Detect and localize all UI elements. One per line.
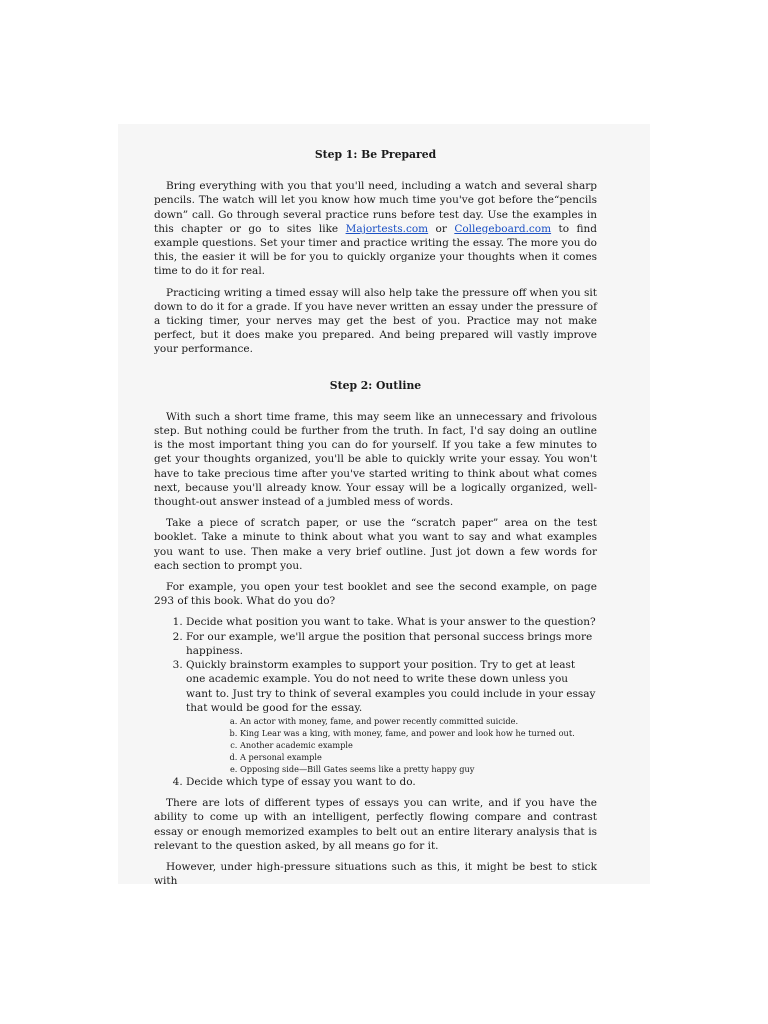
step2-heading: Step 2: Outline bbox=[329, 378, 422, 392]
step1-p1-text-a: Bring everything with you that you'll need, including a watch and several sharp pencils. The watch will let you know how much time you've got before the“pencils down” call. Go through several practice runs before test day. Use the examples in this chapter or go to sites like bbox=[154, 180, 597, 235]
sublist-item: b. King Lear was a king, with money, fame, and power and look how he turned out. bbox=[240, 727, 597, 739]
document-page bbox=[118, 124, 650, 888]
list-item: 1. Decide what position you want to take. What is your answer to the question? bbox=[186, 615, 597, 629]
step2-paragraph-2: Take a piece of scratch paper, or use the “scratch paper” area on the test booklet. Take a minute to think about what you want to say and what examples you want to use. Then make a very brief outline. Just jot down a few words for each section to prompt you. bbox=[154, 517, 597, 572]
sublist-item: a. An actor with money, fame, and power recently committed suicide. bbox=[240, 715, 597, 727]
step1-p1-text-b: or bbox=[428, 222, 455, 235]
sublist-item: e. Opposing side—Bill Gates seems like a pretty happy guy bbox=[240, 763, 597, 775]
step1-paragraph-1 bbox=[154, 179, 597, 278]
step1-heading: Step 1: Be Prepared bbox=[314, 148, 437, 161]
page-content bbox=[154, 148, 597, 895]
list-item-text: Quickly brainstorm examples to support your position. Try to get at least one academic example. You do not need to write these down unless you want to. Just try to think of several examples you could include in your essay that would be good for the essay. bbox=[186, 659, 596, 714]
outline-steps-list bbox=[154, 615, 597, 789]
step2-paragraph-3: For example, you open your test booklet and see the second example, on page 293 of this book. What do you do? bbox=[154, 581, 597, 608]
sublist-item: d. A personal example bbox=[240, 751, 597, 763]
list-item: 2. For our example, we'll argue the position that personal success brings more happiness. bbox=[186, 630, 597, 658]
collegeboard-link[interactable]: Collegeboard.com bbox=[454, 222, 552, 235]
sublist-item: c. Another academic example bbox=[240, 739, 597, 751]
step2-paragraph-4: There are lots of different types of essays you can write, and if you have the ability to come up with an intelligent, perfectly flowing compare and contrast essay or enough memorized examples to belt out an entire literary analysis that is relevant to the question asked, by all means go for it. bbox=[154, 797, 597, 852]
list-item bbox=[186, 658, 597, 775]
brainstorm-sublist bbox=[186, 715, 597, 775]
majortests-link[interactable]: Majortests.com bbox=[345, 222, 429, 235]
step1-p1-text-c: to find example questions. Set your timer and practice writing the essay. The more you do this, the easier it will be for you to quickly organize your thoughts when it comes time to do it for real. bbox=[154, 222, 597, 278]
step2-paragraph-5: However, under high-pressure situations such as this, it might be best to stick with bbox=[154, 860, 597, 888]
step1-paragraph-2: Practicing writing a timed essay will also help take the pressure off when you sit down to do it for a grade. If you have never written an essay under the pressure of a ticking timer, your nerves may get the best of you. Practice may not make perfect, but it does make you prepared. And being prepared will vastly improve your performance. bbox=[154, 286, 597, 356]
step2-paragraph-1: With such a short time frame, this may seem like an unnecessary and frivolous step. But nothing could be further from the truth. In fact, I'd say doing an outline is the most important thing you can do for yourself. If you take a few minutes to get your thoughts organized, you'll be able to quickly write your essay. You won't have to take precious time after you've started writing to think about what comes next, because you'll already know. Your essay will be a logically organized, well-thought-out answer instead of a jumbled mess of words. bbox=[154, 410, 597, 509]
list-item: 4. Decide which type of essay you want to do. bbox=[186, 775, 597, 789]
